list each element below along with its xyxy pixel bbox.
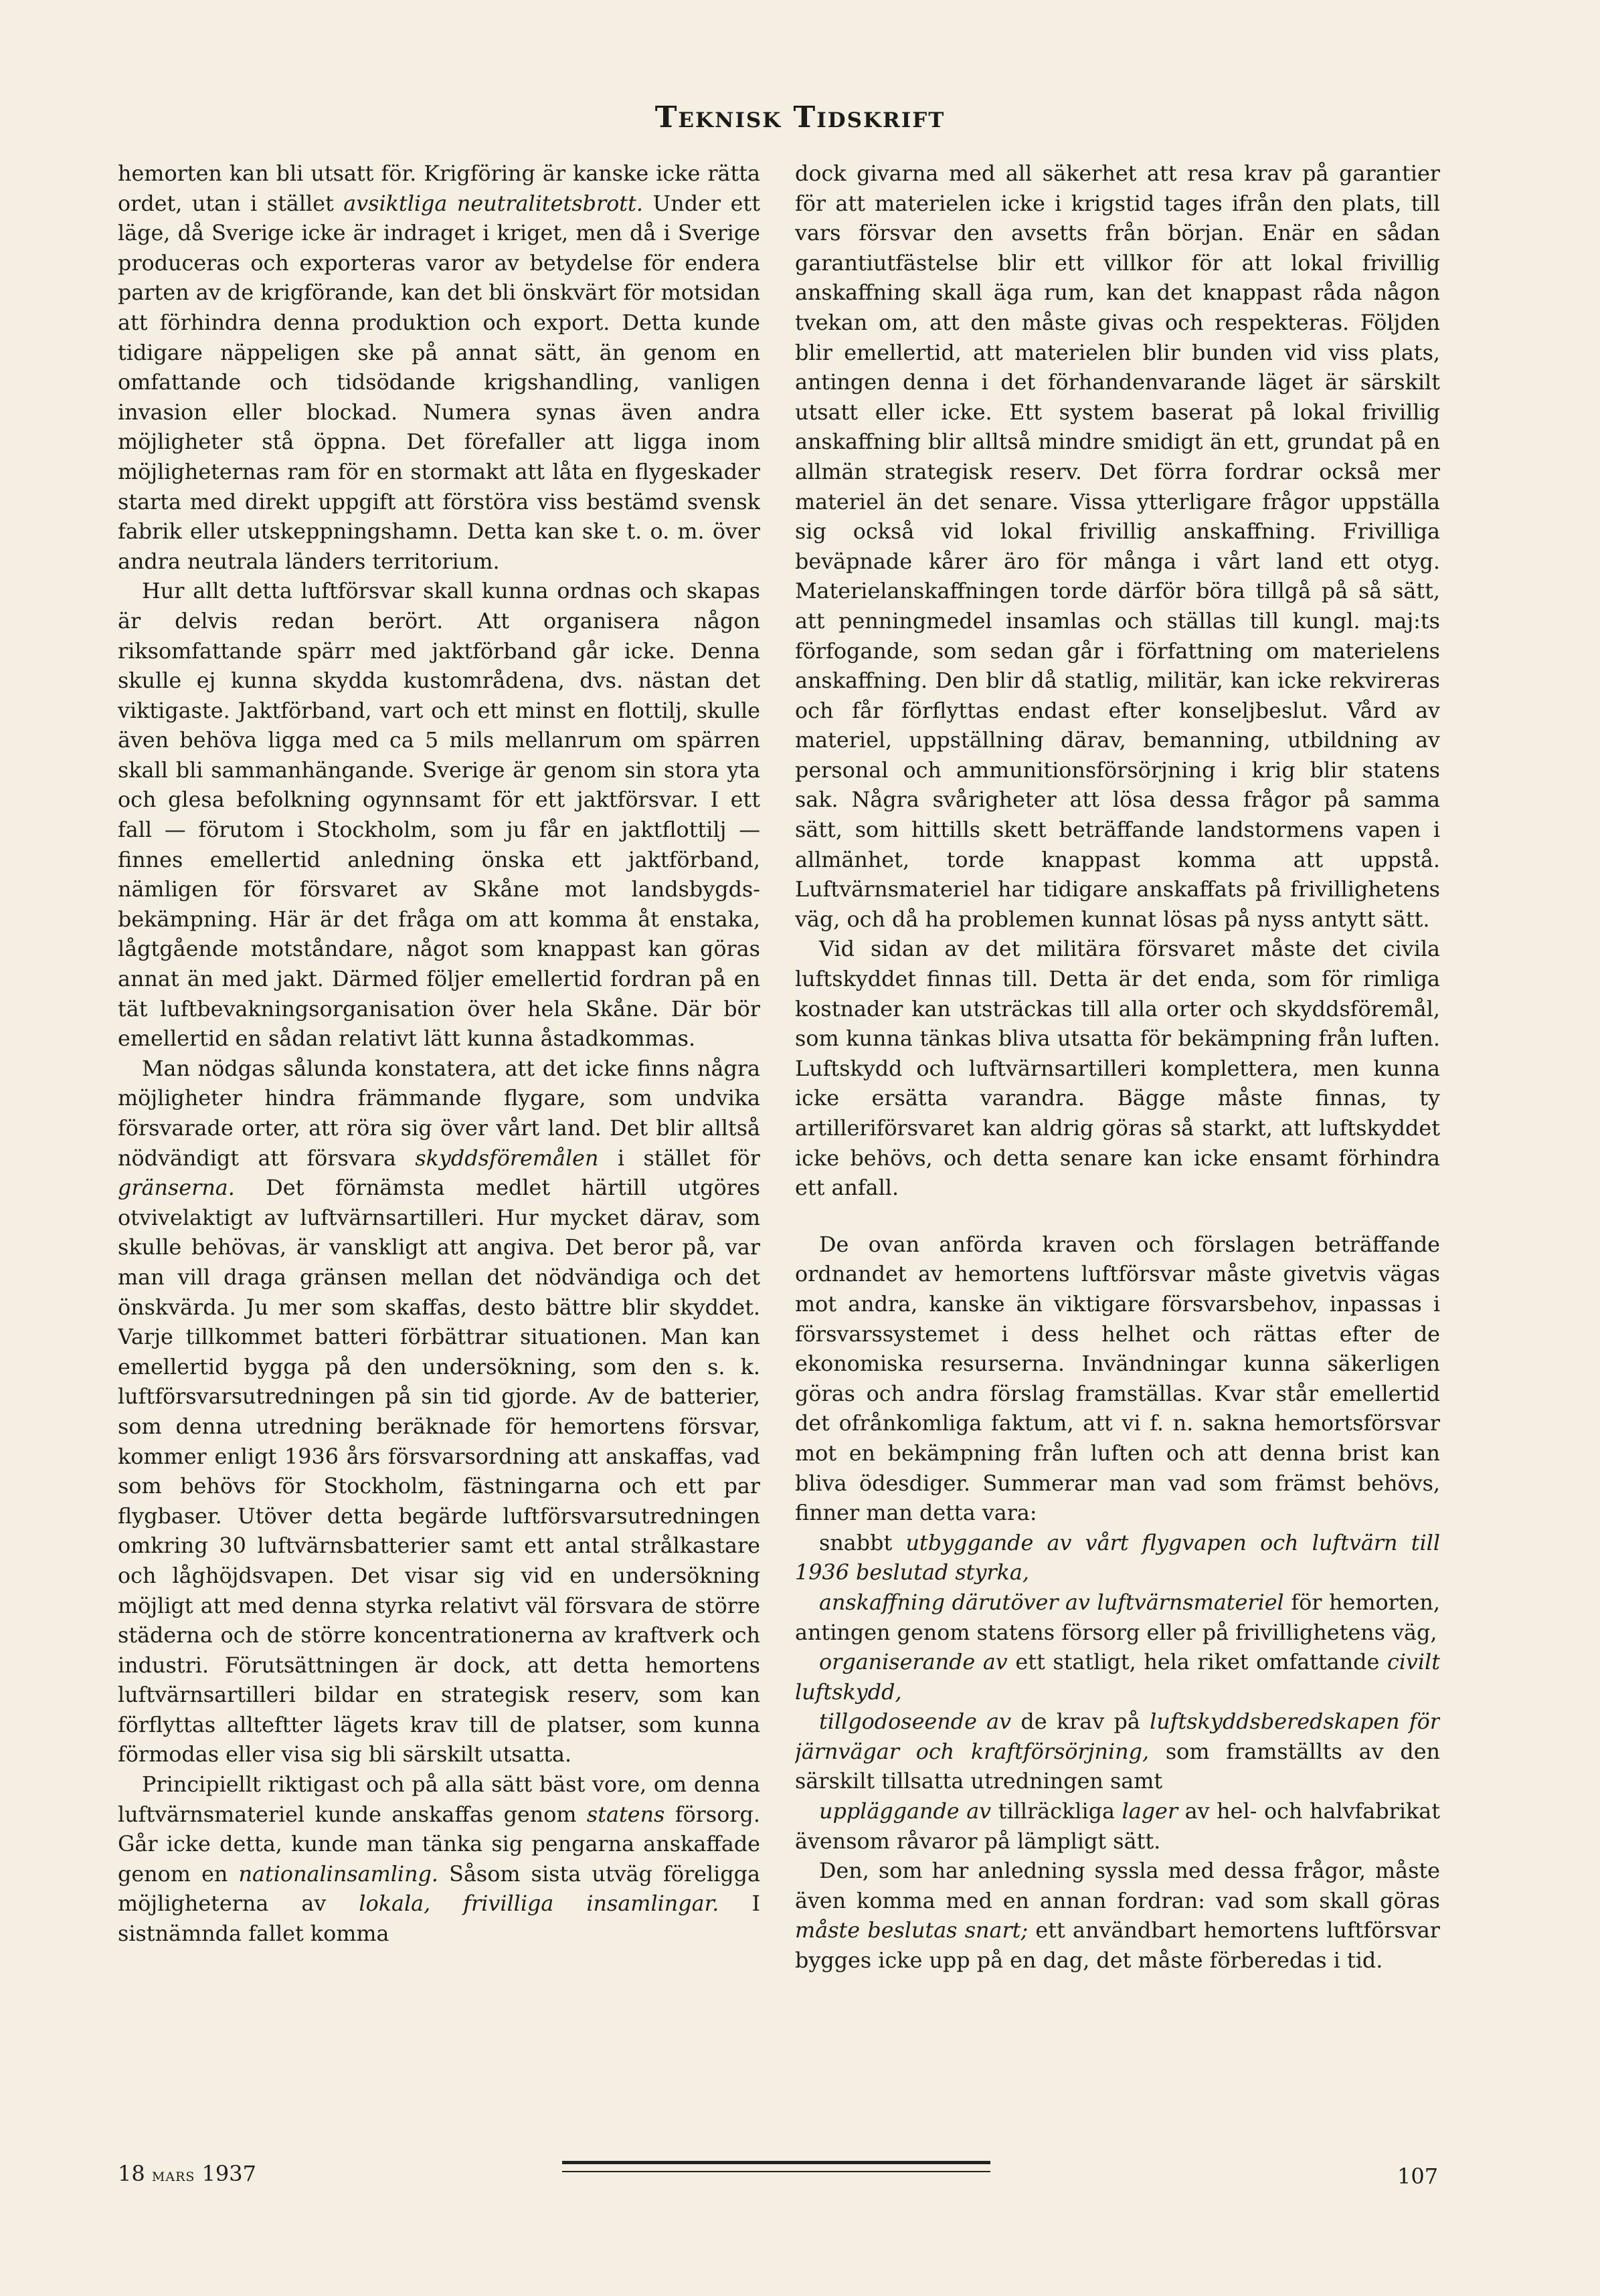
left-column-paragraph [118, 1054, 760, 1770]
left-text-column [118, 159, 760, 2153]
body-text: Man nödgas sålunda konstatera, att det icke finns några möjligheter hindra främmande flygare, som undvika försvarade orter, att röra sig över vårt land. Det blir alltså nödvändigt att försvara [118, 1056, 760, 1171]
emphasized-text: organiserande av [819, 1650, 1008, 1675]
body-text: som framställts av den särskilt tillsatta utredningen samt [795, 1739, 1440, 1794]
body-text: I sistnämnda fallet komma [118, 1891, 760, 1947]
issue-day: 18 [118, 2161, 145, 2186]
body-text: av hel- och halvfabrikat ävensom råvaror på lämpligt sätt. [795, 1799, 1440, 1854]
body-text: försorg. Går icke detta, kunde man tänka sig pengarna anskaffade genom en [118, 1802, 760, 1887]
right-column-paragraph [795, 1797, 1440, 1856]
emphasized-text: civilt luftskydd, [795, 1650, 1440, 1705]
emphasized-text: statens [586, 1802, 665, 1827]
emphasized-text: avsiktliga neutralitetsbrott. [343, 191, 643, 216]
body-text: tillräckliga [991, 1799, 1122, 1824]
emphasized-text: gränserna. [118, 1175, 235, 1201]
footer-rule [562, 2161, 990, 2172]
emphasized-text: anskaffning därutöver av luftvärnsmateriel [819, 1590, 1284, 1615]
emphasized-text: lager [1122, 1799, 1178, 1824]
left-column-paragraph [118, 159, 760, 577]
right-column-paragraph [795, 1648, 1440, 1707]
body-text: de krav på [1011, 1709, 1150, 1735]
body-text: hemorten kan bli utsatt för. Krigföring är kanske icke rätta ordet, utan i stället [118, 161, 760, 216]
page-number: 107 [1397, 2164, 1439, 2189]
issue-year: 1937 [201, 2161, 256, 2186]
body-text: De ovan anförda kraven och förslagen beträffande ordnandet av hemortens luftförsvar måste givetvis vägas mot andra, kanske än viktigare försvarsbehov, inpassas i försvarssystemet i dess helhet och rättas efter de ekonomiska resurserna. Invändningar kunna säkerligen göras och andra förslag framställas. Kvar står emellertid det ofrånkomliga faktum, att vi f. n. sakna hemortsförsvar mot en bekämpning från luften och att denna brist kan bliva ödesdiger. Summerar man vad som främst behövs, finner man detta vara: [795, 1232, 1440, 1526]
body-text: ett användbart hemortens luftförsvar bygges icke upp på en dag, det måste förberedas i tid. [795, 1918, 1440, 1974]
body-text: snabbt [819, 1530, 906, 1555]
right-column-paragraph [795, 1230, 1440, 1529]
body-text: Under ett läge, då Sverige icke är indraget i kriget, men då i Sverige produceras och exporteras varor av betydelse för endera parten av de krigförande, kan det bli önskvärt för motsidan att förhindra denna produktion och export. Detta kunde tidigare näppeligen ske på annat sätt, än genom en omfattande och tidsödande krigshandling, vanligen invasion eller blockad. Numera synas även andra möjligheter stå öppna. Det förefaller att ligga inom möjligheternas ram för en stormakt att låta en flygeskader starta med direkt uppgift att förstöra viss bestämd svensk fabrik eller utskeppningshamn. Detta kan ske t. o. m. över andra neutrala länders territorium. [118, 191, 760, 574]
body-text: för hemorten, antingen genom statens försorg eller på frivillighetens väg, [795, 1590, 1440, 1645]
right-column-paragraph [795, 159, 1440, 935]
emphasized-text: lokala, frivilliga insamlingar. [359, 1891, 719, 1917]
emphasized-text: skyddsföremålen [415, 1145, 599, 1171]
journal-masthead: Teknisk Tidskrift [654, 100, 946, 134]
right-text-column [795, 159, 1440, 2153]
body-text: ett statligt, hela riket omfattande [1007, 1650, 1387, 1675]
right-column-paragraph [795, 935, 1440, 1203]
issue-date [118, 2161, 256, 2186]
left-column-paragraph [118, 577, 760, 1054]
right-column-paragraph [795, 1707, 1440, 1797]
emphasized-text: utbyggande av vårt flygvapen och luftvärn till 1936 beslutad styrka, [795, 1530, 1440, 1586]
right-column-paragraph [795, 1588, 1440, 1648]
body-text: i stället för [598, 1145, 760, 1171]
emphasized-text: måste beslutas snart; [795, 1918, 1029, 1943]
emphasized-text: nationalinsamling. [238, 1861, 439, 1887]
issue-month: mars [151, 2165, 195, 2186]
emphasized-text: uppläggande av [819, 1799, 992, 1824]
emphasized-text: tillgodoseende av [819, 1709, 1012, 1735]
emphasized-text: luftskyddsberedskapen för järnvägar och kraftförsörjning, [795, 1709, 1440, 1764]
right-column-paragraph [795, 1856, 1440, 1976]
body-text: Hur allt detta luftförsvar skall kunna ordnas och skapas är delvis redan berört. Att organisera någon riksomfattande spärr med jaktförband går icke. Denna skulle ej kunna skydda kustområdena, dvs. nästan det viktigaste. Jaktförband, vart och ett minst en flottilj, skulle även behöva ligga med ca 5 mils mellanrum om spärren skall bli sammanhängande. Sverige är genom sin stora yta och glesa befolkning ogynnsamt för ett jaktförsvar. I ett fall — förutom i Stockholm, som ju får en jaktflottilj — finnes emellertid anledning önska ett jaktförband, nämligen för försvaret av Skåne mot landsbygdsbekämpning. Här är det fråga om att komma åt enstaka, lågtgående motståndare, något som knappast kan göras annat än med jakt. Därmed följer emellertid fordran på en tät luftbevakningsorganisation över hela Skåne. Där bör emellertid en sådan relativt lätt kunna åstadkommas. [118, 579, 760, 1052]
body-text: Den, som har anledning syssla med dessa frågor, måste även komma med en annan fordran: vad som skall göras [795, 1858, 1440, 1913]
body-text: Vid sidan av det militära försvaret måste det civila luftskyddet finnas till. Detta är det enda, som för rimliga kostnader kan utsträckas till alla orter och skyddsföremål, som kunna tänkas bliva utsatta för bekämpning från luften. Luftskydd och luftvärnsartilleri komplettera, men kunna icke ersätta varandra. Bägge måste finnas, ty artilleriförsvaret kan aldrig göras så starkt, att luftskyddet icke behövs, och detta senare kan icke ensamt förhindra ett anfall. [795, 937, 1440, 1201]
body-text: Principiellt riktigast och på alla sätt bäst vore, om denna luftvärnsmateriel kunde anskaffas genom [118, 1772, 760, 1827]
right-column-paragraph [795, 1529, 1440, 1588]
body-text: dock givarna med all säkerhet att resa krav på garantier för att materielen icke i krigstid tages ifrån den plats, till vars försvar den avsetts från början. Enär en sådan garantiutfästelse blir ett villkor för att lokal frivillig anskaffning skall äga rum, kan det knappast råda någon tvekan om, att den måste givas och respekteras. Följden blir emellertid, att materielen blir bunden vid viss plats, antingen denna i det förhandenvarande läget är särskilt utsatt eller icke. Ett system baserat på lokal frivillig anskaffning blir alltså mindre smidigt än ett, grundat på en allmän strategisk reserv. Det förra fordrar också mer materiel än det senare. Vissa ytterligare frågor uppställa sig också vid lokal frivillig anskaffning. Frivilliga beväpnade kårer äro för många i vårt land ett otyg. Materielanskaffningen torde därför böra tillgå på så sätt, att penningmedel insamlas och ställas till kungl. maj:ts förfogande, som sedan går i författning om materielens anskaffning. Den blir då statlig, militär, kan icke rekvireras och får förflyttas endast efter konseljbeslut. Vård av materiel, uppställning därav, bemanning, utbildning av personal och ammunitionsförsörjning i krig blir statens sak. Några svårigheter att lösa dessa frågor på samma sätt, som hittills skett beträffande landstormens vapen i allmänhet, torde knappast komma att uppstå. Luftvärnsmateriel har tidigare anskaffats på frivillighetens väg, och då ha problemen kunnat lösas på nyss antytt sätt. [795, 161, 1440, 932]
left-column-paragraph [118, 1770, 760, 1949]
body-text: Det förnämsta medlet härtill utgöres otvivelaktigt av luftvärnsartilleri. Hur mycket därav, som skulle behövas, är vanskligt att angiva. Det beror på, var man vill draga gränsen mellan det nödvändiga och det önskvärda. Ju mer som skaffas, desto bättre blir skyddet. Varje tillkommet batteri förbättrar situationen. Man kan emellertid bygga på den undersökning, som den s. k. luftförsvarsutredningen på sin tid gjorde. Av de batterier, som denna utredning beräknade för hemortens försvar, kommer enligt 1936 års försvarsordning att anskaffas, vad som behövs för Stockholm, fästningarna och ett par flygbaser. Utöver detta begärde luftförsvarsutredningen omkring 30 luftvärnsbatterier samt ett antal strålkastare och låghöjdsvapen. Det visar sig vid en undersökning möjligt att med denna styrka relativt väl försvara de större städerna och de större koncentrationerna av kraftverk och industri. Förutsättningen är dock, att detta hemortens luftvärnsartilleri bildar en strategisk reserv, som kan förflyttas allteftter lägets krav till de platser, som kunna förmodas eller visa sig bli särskilt utsatta. [118, 1175, 760, 1767]
body-text: Såsom sista utväg föreliggа möjligheterna av [118, 1861, 760, 1917]
